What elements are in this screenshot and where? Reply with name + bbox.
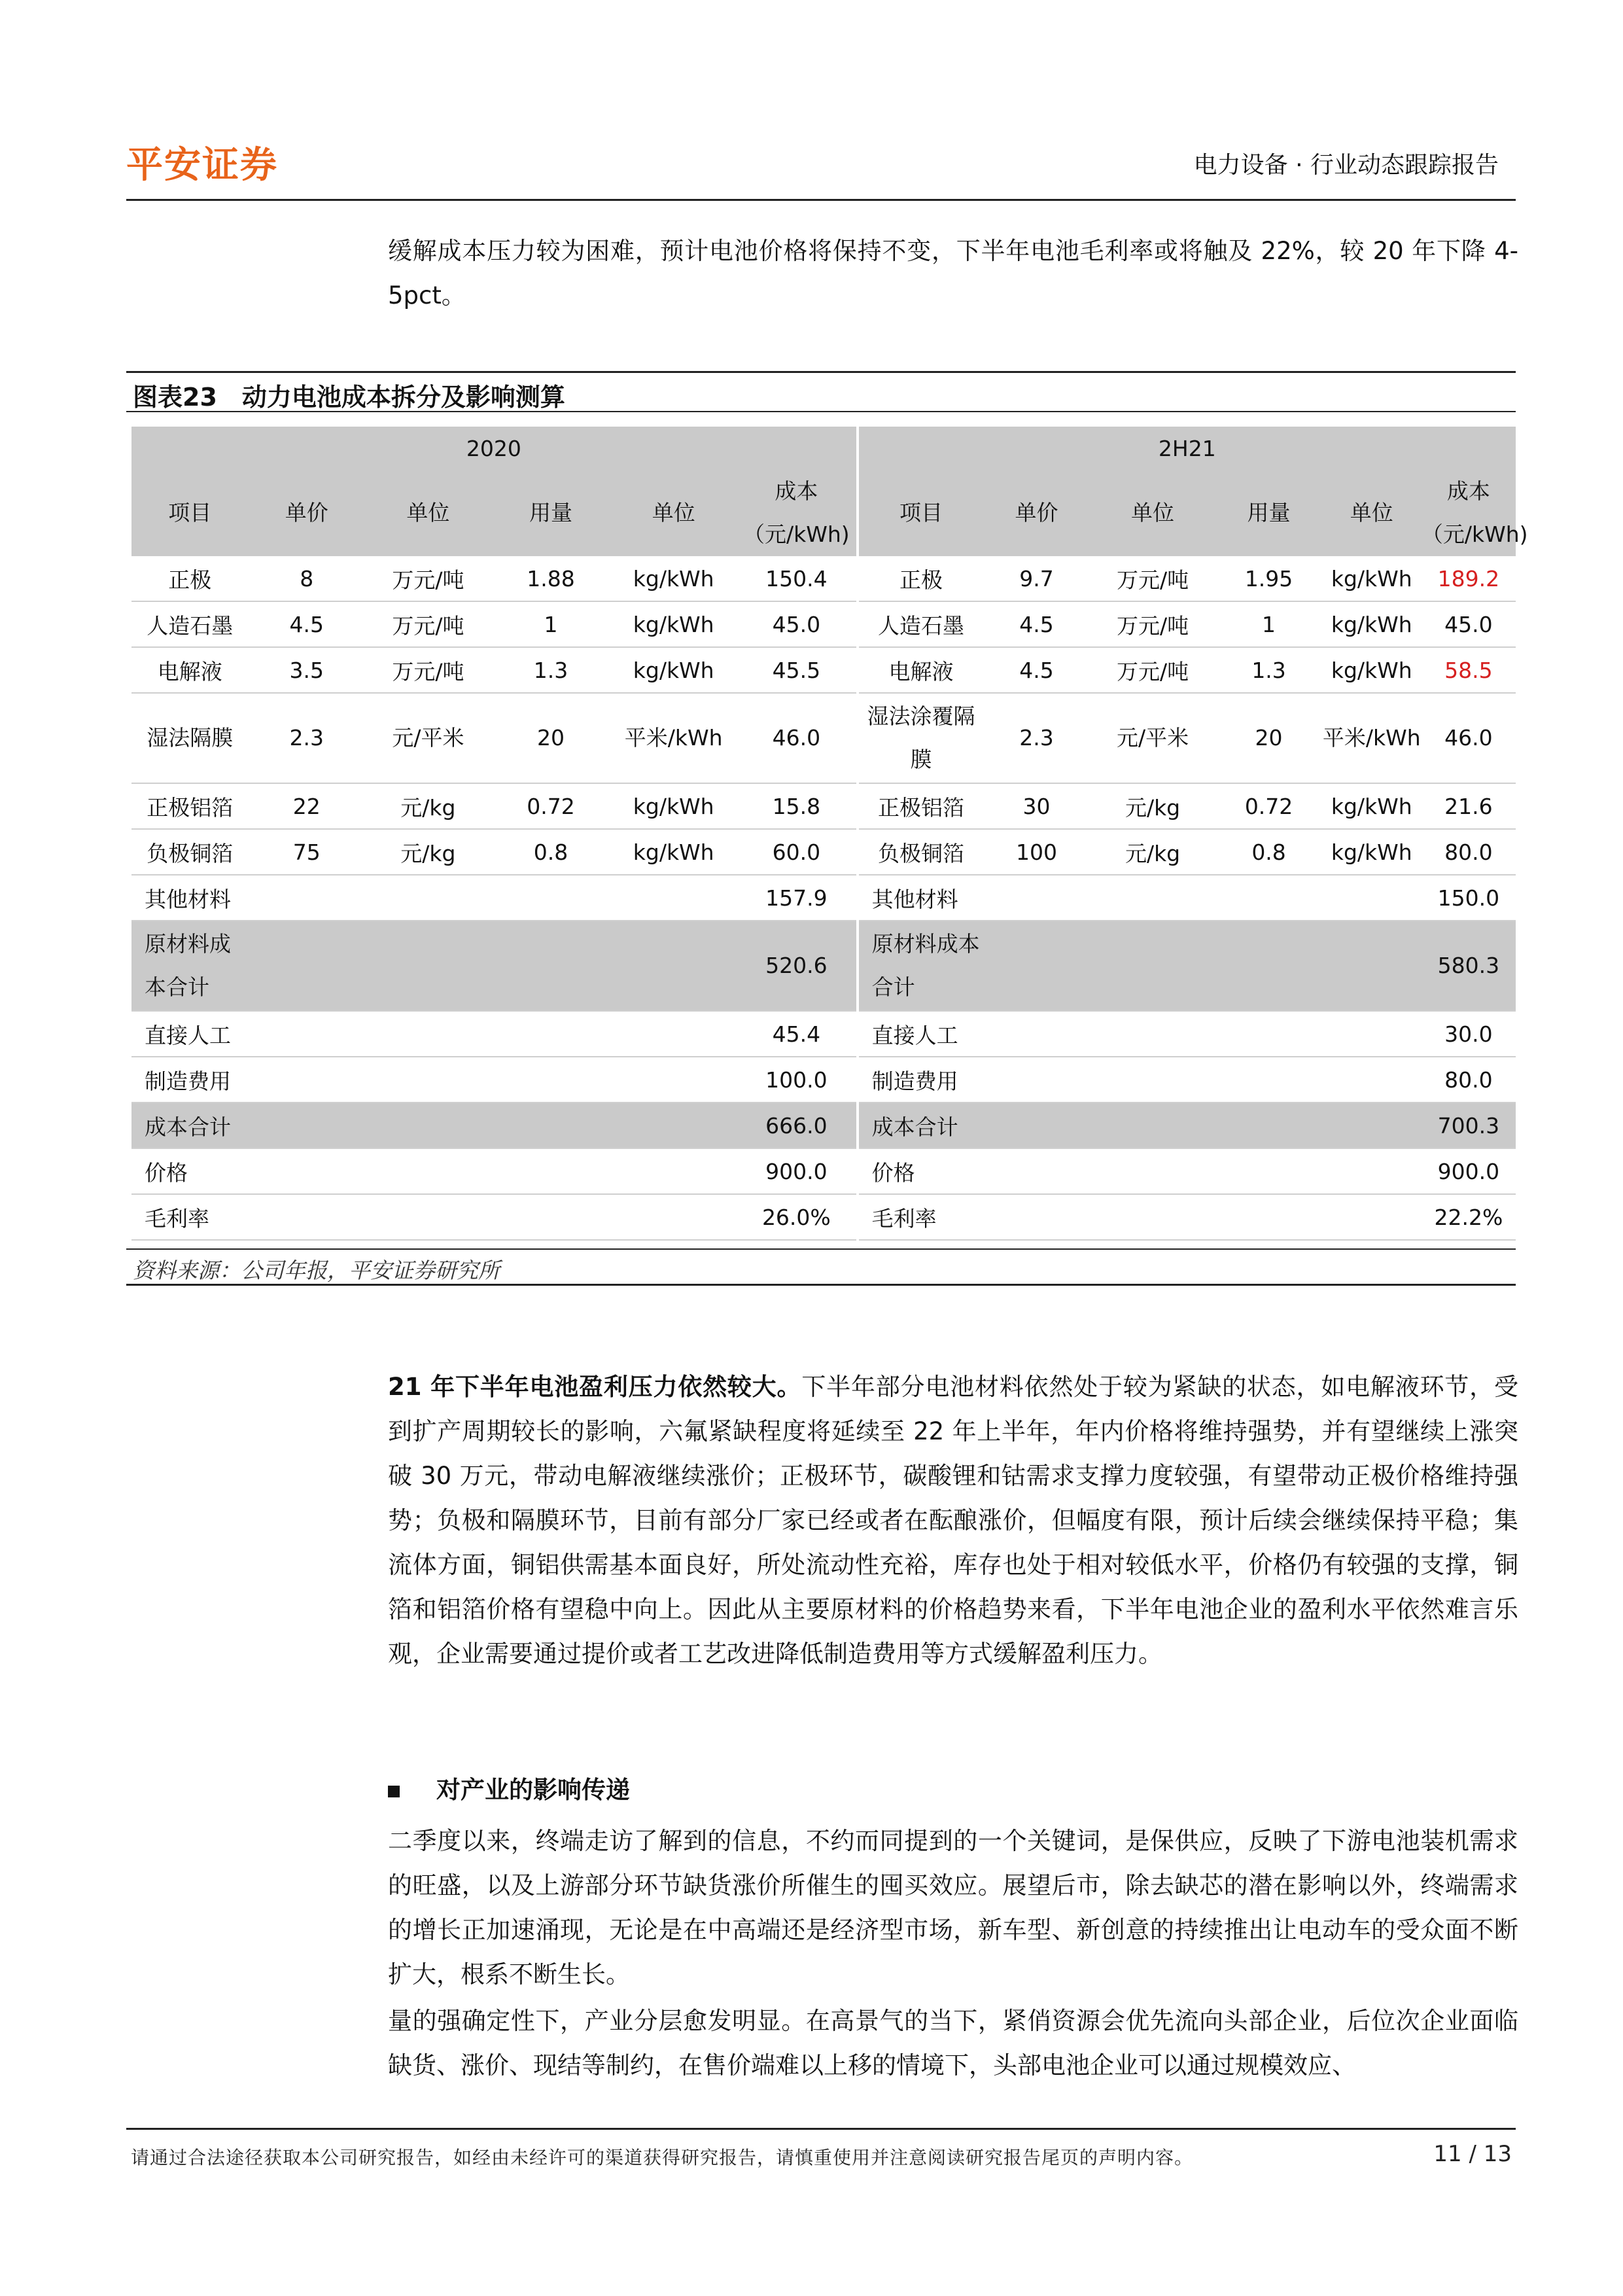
summary-value-2020: 666.0 <box>737 1103 858 1148</box>
col-header-unit: 单位 <box>1322 470 1422 556</box>
cell-2h21: 1.95 <box>1215 556 1321 601</box>
cell-2h21: 4.5 <box>983 647 1089 693</box>
source-note: 资料来源：公司年报，平安证券研究所 <box>133 1258 500 1283</box>
summary-value-2h21: 30.0 <box>1422 1011 1516 1057</box>
col-header-unit: 单位 <box>1090 470 1216 556</box>
cell-2020: 3.5 <box>249 647 366 693</box>
row-electrolyte <box>131 647 1516 693</box>
empty-cell <box>249 875 737 921</box>
col-header-unit: 单位 <box>610 470 737 556</box>
summary-label-2020: 成本合计 <box>131 1103 249 1148</box>
empty-cell <box>983 1148 1421 1194</box>
row-graphite <box>131 601 1516 647</box>
cell-2h21: 45.0 <box>1422 601 1516 647</box>
body-paragraph-demand: 二季度以来，终端走访了解到的信息，不约而同提到的一个关键词，是保供应，反映了下游电池装机需求的旺盛，以及上游部分环节缺货涨价所催生的囤买效应。展望后市，除去缺芯的潜在影响以外，终端需求的增长正加速涌现，无论是在中高端还是经济型市场，新车型、新创意的持续推出让电动车的受众面不断扩大，根系不断生长。 <box>388 1827 1518 1988</box>
figure-title-bar <box>126 371 1516 412</box>
body-paragraph-outlook <box>388 1365 1518 1676</box>
cell-2h21: 21.6 <box>1422 783 1516 829</box>
cell-2020: 正极 <box>131 556 249 601</box>
col-header-cost: 成本（元/kWh) <box>737 470 858 556</box>
cell-2h21: kg/kWh <box>1322 783 1422 829</box>
col-header-unit-price: 单价 <box>983 470 1089 556</box>
summary-label-2h21: 价格 <box>858 1148 984 1194</box>
cell-2020: 正极铝箔 <box>131 783 249 829</box>
col-header-unit: 单位 <box>365 470 491 556</box>
cell-2020: 60.0 <box>737 829 858 875</box>
cell-2h21: 1.3 <box>1215 647 1321 693</box>
cell-2h21: kg/kWh <box>1322 829 1422 875</box>
summary-label-2h21: 成本合计 <box>858 1103 984 1148</box>
row-cu-foil <box>131 829 1516 875</box>
empty-cell <box>983 921 1421 1011</box>
empty-cell <box>983 875 1421 921</box>
cell-2020: 15.8 <box>737 783 858 829</box>
summary-label-2h21: 直接人工 <box>858 1011 984 1057</box>
summary-value-2020: 100.0 <box>737 1057 858 1103</box>
cell-2h21: 万元/吨 <box>1090 556 1216 601</box>
cell-2020: 8 <box>249 556 366 601</box>
cell-2020: 0.72 <box>491 783 611 829</box>
cell-2020: 电解液 <box>131 647 249 693</box>
cell-2h21: 4.5 <box>983 601 1089 647</box>
empty-cell <box>983 1011 1421 1057</box>
cell-2020: 46.0 <box>737 693 858 783</box>
summary-value-2h21: 22.2% <box>1422 1194 1516 1240</box>
source-note-bar <box>126 1248 1516 1286</box>
cell-2020: 22 <box>249 783 366 829</box>
empty-cell <box>249 1103 737 1148</box>
summary-label-2020: 制造费用 <box>131 1057 249 1103</box>
cell-2020: kg/kWh <box>610 783 737 829</box>
paragraph-body: 下半年部分电池材料依然处于较为紧缺的状态，如电解液环节，受到扩产周期较长的影响，六氟紧缺程度将延续至 22 年上半年，年内价格将维持强势，并有望继续上涨突破 30 万元，带动电解液继续涨价；正极环节，碳酸锂和钴需求支撑力度较强，有望带动正极价格维持强势；负极和隔膜环节，目前有部分厂家已经或者在酝酿涨价，但幅度有限，预计后续会继续保持平稳；集流体方面，铜铝供需基本面良好，所处流动性充裕，库存也处于相对较低水平，价格仍有较强的支撑，铜箔和铝箔价格有望稳中向上。因此从主要原材料的价格趋势来看，下半年电池企业的盈利水平依然难言乐观，企业需要通过提价或者工艺改进降低制造费用等方式缓解盈利压力。 <box>388 1373 1518 1668</box>
summary-value-2h21: 580.3 <box>1422 921 1516 1011</box>
cell-2h21: kg/kWh <box>1322 647 1422 693</box>
period-2020: 2020 <box>131 427 858 470</box>
cell-2h21: 0.72 <box>1215 783 1321 829</box>
cell-2h21: 100 <box>983 829 1089 875</box>
empty-cell <box>249 1194 737 1240</box>
cell-2h21: 9.7 <box>983 556 1089 601</box>
cell-2020: 45.5 <box>737 647 858 693</box>
cell-2h21: 189.2 <box>1422 556 1516 601</box>
row-al-foil <box>131 783 1516 829</box>
empty-cell <box>983 1103 1421 1148</box>
row-price <box>131 1148 1516 1194</box>
row-total-cost <box>131 1103 1516 1148</box>
section-title: 对产业的影响传递 <box>436 1776 630 1804</box>
cell-2h21: 30 <box>983 783 1089 829</box>
section-heading <box>388 1770 630 1805</box>
summary-label-2h21: 毛利率 <box>858 1194 984 1240</box>
body-paragraph-tiering: 量的强确定性下，产业分层愈发明显。在高景气的当下，紧俏资源会优先流向头部企业，后位次企业面临缺货、涨价、现结等制约，在售价端难以上移的情境下，头部电池企业可以通过规模效应、 <box>388 2007 1518 2079</box>
cell-2h21: 元/kg <box>1090 829 1216 875</box>
summary-value-2h21: 80.0 <box>1422 1057 1516 1103</box>
summary-label-2020: 原材料成本合计 <box>131 921 249 1011</box>
cell-2h21: 58.5 <box>1422 647 1516 693</box>
summary-label-2020: 价格 <box>131 1148 249 1194</box>
bullet-square-icon <box>388 1786 400 1797</box>
row-manufacturing-cost <box>131 1057 1516 1103</box>
cell-2020: 万元/吨 <box>365 556 491 601</box>
empty-cell <box>249 1148 737 1194</box>
row-direct-labor <box>131 1011 1516 1057</box>
column-header-row <box>131 470 1516 556</box>
cell-2h21: 20 <box>1215 693 1321 783</box>
cell-2h21: 0.8 <box>1215 829 1321 875</box>
col-header-unit-price: 单价 <box>249 470 366 556</box>
summary-value-2h21: 150.0 <box>1422 875 1516 921</box>
empty-cell <box>983 1057 1421 1103</box>
cell-2020: 负极铜箔 <box>131 829 249 875</box>
cell-2h21: 湿法涂覆隔膜 <box>858 693 984 783</box>
battery-cost-table <box>131 427 1528 1241</box>
cell-2020: 平米/kWh <box>610 693 737 783</box>
cell-2020: 元/kg <box>365 829 491 875</box>
cell-2h21: 1 <box>1215 601 1321 647</box>
intro-paragraph: 缓解成本压力较为困难，预计电池价格将保持不变，下半年电池毛利率或将触及 22%，较 20 年下降 4-5pct。 <box>388 237 1518 309</box>
summary-value-2h21: 900.0 <box>1422 1148 1516 1194</box>
period-header-row <box>131 427 1516 470</box>
cell-2h21: 元/kg <box>1090 783 1216 829</box>
row-separator <box>131 693 1516 783</box>
col-header-item: 项目 <box>858 470 984 556</box>
cell-2020: 75 <box>249 829 366 875</box>
row-other-materials <box>131 875 1516 921</box>
cell-2020: kg/kWh <box>610 556 737 601</box>
cell-2h21: 平米/kWh <box>1322 693 1422 783</box>
figure-title: 图表23 动力电池成本拆分及影响测算 <box>133 383 565 412</box>
col-header-usage: 用量 <box>1215 470 1321 556</box>
empty-cell <box>249 1011 737 1057</box>
cell-2h21: kg/kWh <box>1322 601 1422 647</box>
empty-cell <box>249 1057 737 1103</box>
cell-2020: 人造石墨 <box>131 601 249 647</box>
cell-2020: kg/kWh <box>610 829 737 875</box>
cell-2020: 万元/吨 <box>365 601 491 647</box>
report-header-title: 电力设备 · 行业动态跟踪报告 <box>1193 152 1499 179</box>
summary-label-2020: 毛利率 <box>131 1194 249 1240</box>
paragraph-lead: 21 年下半年电池盈利压力依然较大。 <box>388 1373 802 1401</box>
cell-2h21: 负极铜箔 <box>858 829 984 875</box>
cell-2020: 20 <box>491 693 611 783</box>
cell-2h21: 人造石墨 <box>858 601 984 647</box>
page-number: 11 / 13 <box>1433 2141 1512 2167</box>
cell-2020: 0.8 <box>491 829 611 875</box>
cell-2h21: 46.0 <box>1422 693 1516 783</box>
empty-cell <box>983 1194 1421 1240</box>
cell-2h21: 万元/吨 <box>1090 601 1216 647</box>
cell-2020: 45.0 <box>737 601 858 647</box>
cell-2h21: 正极 <box>858 556 984 601</box>
row-raw-material-total <box>131 921 1516 1011</box>
cell-2h21: 万元/吨 <box>1090 647 1216 693</box>
row-cathode <box>131 556 1516 601</box>
summary-value-2020: 900.0 <box>737 1148 858 1194</box>
row-gross-margin <box>131 1194 1516 1240</box>
cell-2h21: 电解液 <box>858 647 984 693</box>
cell-2020: 湿法隔膜 <box>131 693 249 783</box>
cell-2h21: 80.0 <box>1422 829 1516 875</box>
summary-value-2020: 26.0% <box>737 1194 858 1240</box>
cell-2020: 1.3 <box>491 647 611 693</box>
col-header-cost: 成本（元/kWh) <box>1422 470 1516 556</box>
summary-label-2h21: 制造费用 <box>858 1057 984 1103</box>
col-header-item: 项目 <box>131 470 249 556</box>
footer-divider <box>126 2128 1516 2130</box>
cell-2020: 1.88 <box>491 556 611 601</box>
company-logo: 平安证券 <box>126 144 278 186</box>
cell-2020: kg/kWh <box>610 647 737 693</box>
cell-2020: 2.3 <box>249 693 366 783</box>
summary-value-2h21: 700.3 <box>1422 1103 1516 1148</box>
summary-label-2h21: 原材料成本合计 <box>858 921 984 1011</box>
cell-2h21: 元/平米 <box>1090 693 1216 783</box>
period-2h21: 2H21 <box>858 427 1516 470</box>
summary-value-2020: 45.4 <box>737 1011 858 1057</box>
summary-label-2h21: 其他材料 <box>858 875 984 921</box>
empty-cell <box>249 921 737 1011</box>
cell-2h21: 正极铝箔 <box>858 783 984 829</box>
cell-2h21: kg/kWh <box>1322 556 1422 601</box>
cell-2020: 1 <box>491 601 611 647</box>
cell-2020: 150.4 <box>737 556 858 601</box>
cell-2020: 万元/吨 <box>365 647 491 693</box>
cell-2h21: 2.3 <box>983 693 1089 783</box>
header-divider <box>126 199 1516 201</box>
footer-disclaimer: 请通过合法途径获取本公司研究报告，如经由未经许可的渠道获得研究报告，请慎重使用并注意阅读研究报告尾页的声明内容。 <box>131 2147 1194 2168</box>
summary-label-2020: 其他材料 <box>131 875 249 921</box>
cell-2020: 元/kg <box>365 783 491 829</box>
summary-value-2020: 520.6 <box>737 921 858 1011</box>
summary-label-2020: 直接人工 <box>131 1011 249 1057</box>
cell-2020: kg/kWh <box>610 601 737 647</box>
col-header-usage: 用量 <box>491 470 611 556</box>
summary-value-2020: 157.9 <box>737 875 858 921</box>
cell-2020: 元/平米 <box>365 693 491 783</box>
cell-2020: 4.5 <box>249 601 366 647</box>
